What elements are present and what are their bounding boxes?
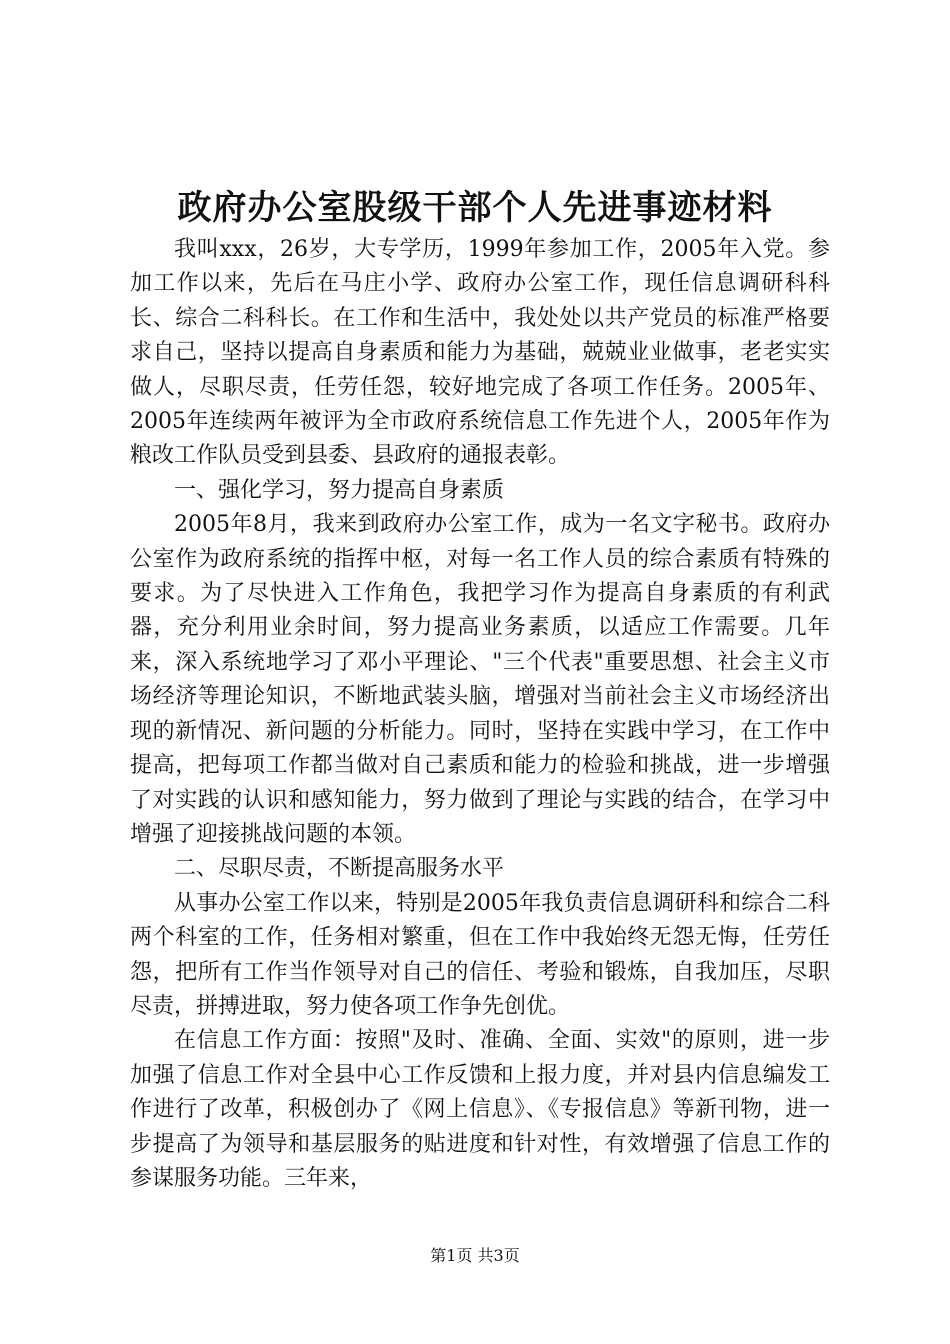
paragraph-study: 2005年8月，我来到政府办公室工作，成为一名文字秘书。政府办公室作为政府系统的指挥中枢，对每一名工作人员的综合素质有特殊的要求。为了尽快进入工作角色，我把学习作为提高自身素质的有利武器，充分利用业余时间，努力提高业务素质，以适应工作需要。几年来，深入系统地学习了邓小平理论、"三个代表"重要思想、社会主义市场经济等理论知识，不断地武装头脑，增强对当前社会主义市场经济出现的新情况、新问题的分析能力。同时，坚持在实践中学习，在工作中提高，把每项工作都当做对自己素质和能力的检验和挑战，进一步增强了对实践的认识和感知能力，努力做到了理论与实践的结合，在学习中增强了迎接挑战问题的本领。: [130, 512, 830, 847]
document-title: 政府办公室股级干部个人先进事迹材料: [177, 188, 773, 228]
page-footer: 第1页 共3页: [430, 1246, 520, 1265]
paragraph-intro: 我叫xxx，26岁，大专学历，1999年参加工作，2005年入党。参加工作以来，先后在马庄小学、政府办公室工作，现任信息调研科科长、综合二科科长。在工作和生活中，我处处以共产党员的标准严格要求自己，坚持以提高自身素质和能力为基础，兢兢业业做事，老老实实做人，尽职尽责，任劳任怨，较好地完成了各项工作任务。2005年、2005年连续两年被评为全市政府系统信息工作先进个人，2005年作为粮改工作队员受到县委、县政府的通报表彰。: [130, 237, 830, 469]
paragraph-duty: 从事办公室工作以来，特别是2005年我负责信息调研科和综合二科两个科室的工作，任务相对繁重，但在工作中我始终无怨无悔，任劳任怨，把所有工作当作领导对自己的信任、考验和锻炼，自我加压，尽职尽责，拼搏进取，努力使各项工作争先创优。: [130, 890, 830, 1019]
paragraph-information-work: 在信息工作方面：按照"及时、准确、全面、实效"的原则，进一步加强了信息工作对全县中心工作反馈和上报力度，并对县内信息编发工作进行了改革，积极创办了《网上信息》、《专报信息》等新刊物，进一步提高了为领导和基层服务的贴进度和针对性，有效增强了信息工作的参谋服务功能。三年来，: [130, 1028, 830, 1191]
document-body: [130, 233, 830, 1196]
section-heading-2: 二、尽职尽责，不断提高服务水平: [174, 856, 505, 882]
section-heading-1: 一、强化学习，努力提高自身素质: [174, 477, 505, 503]
